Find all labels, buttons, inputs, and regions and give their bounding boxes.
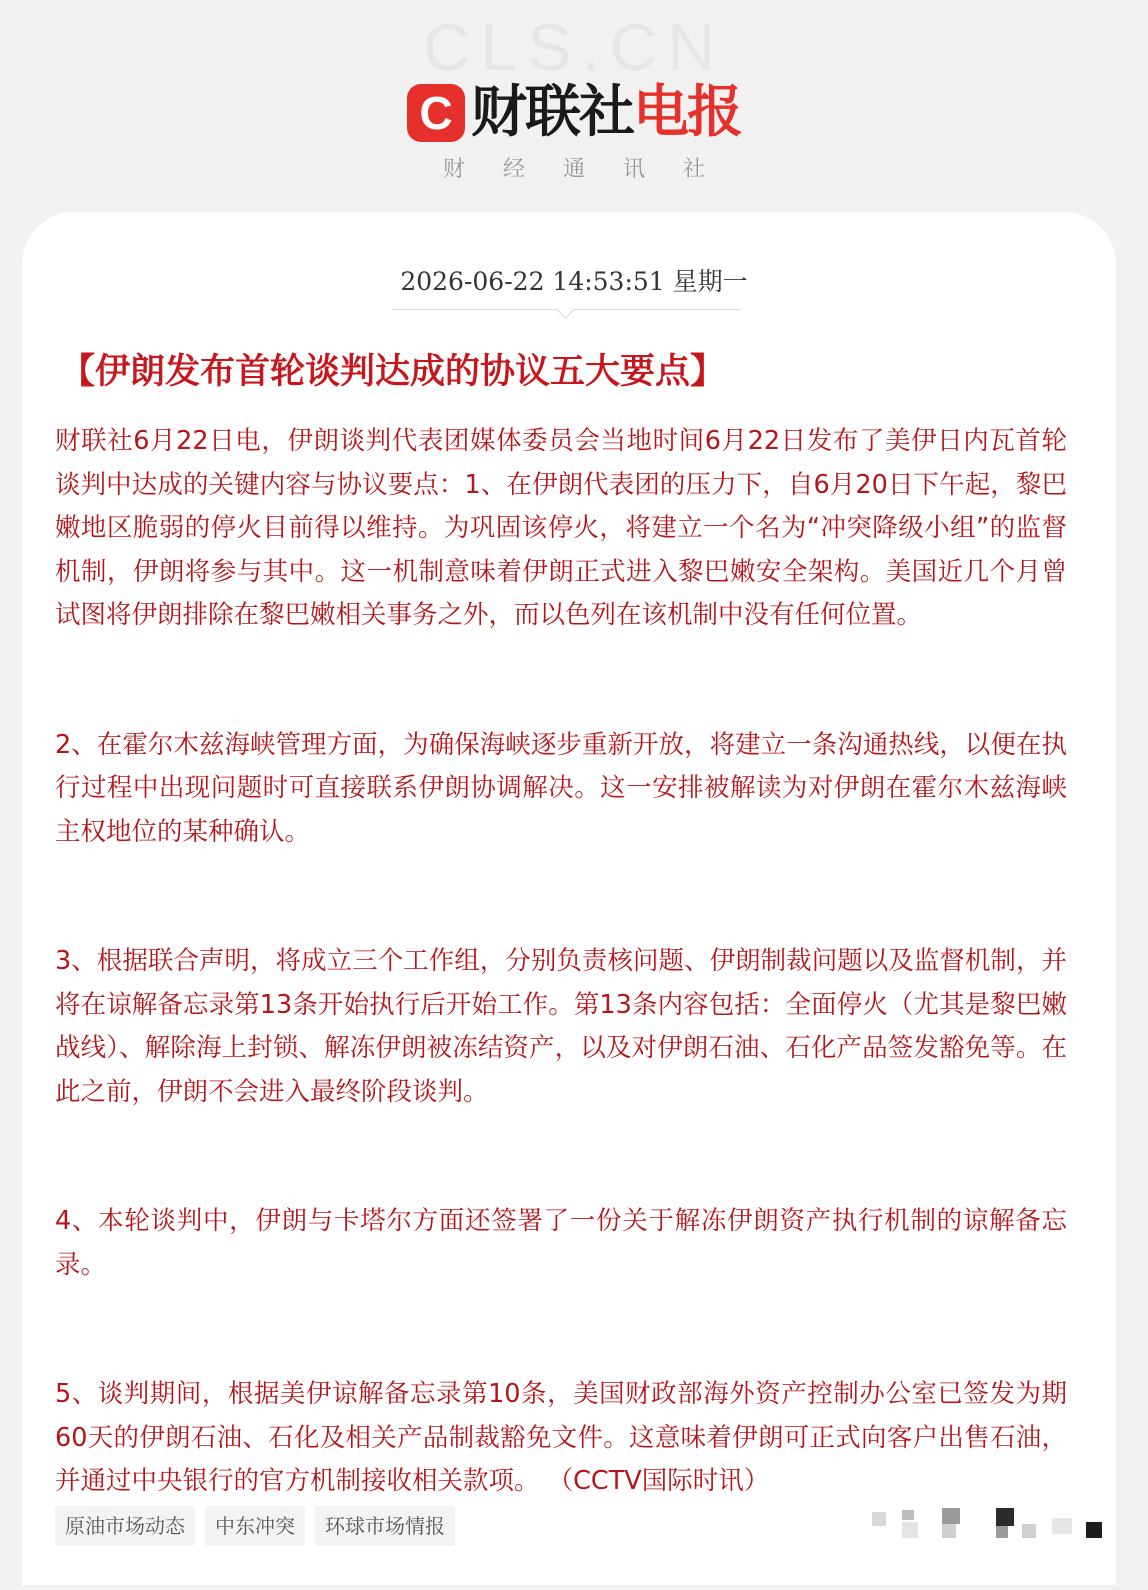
tag-global-market[interactable]: 环球市场情报 <box>315 1506 455 1546</box>
article-body <box>55 420 1067 1590</box>
tag-middle-east[interactable]: 中东冲突 <box>205 1506 305 1546</box>
brand-subtitle: 财经通讯社 <box>442 157 743 182</box>
tag-list <box>55 1506 465 1546</box>
article-paragraph-4: 4、本轮谈判中，伊朗与卡塔尔方面还签署了一份关于解冻伊朗资产执行机制的谅解备忘录。 <box>55 1206 1067 1280</box>
cls-logo-icon <box>407 84 465 142</box>
pixelated-overlay <box>872 1508 1112 1544</box>
article-paragraph-1: 财联社6月22日电，伊朗谈判代表团媒体委员会当地时间6月22日发布了美伊日内瓦首轮谈判中达成的关键内容与协议要点：1、在伊朗代表团的压力下，自6月20日下午起，黎巴嫩地区脆弱的停火目前得以维持。为巩固该停火，将建立一个名为“冲突降级小组”的监督机制，伊朗将参与其中。这一机制意味着伊朗正式进入黎巴嫩安全架构。美国近几个月曾试图将伊朗排除在黎巴嫩相关事务之外，而以色列在该机制中没有任何位置。 <box>55 426 1067 630</box>
article-headline: 【伊朗发布首轮谈判达成的协议五大要点】 <box>60 351 726 392</box>
article-paragraph-5: 5、谈判期间，根据美伊谅解备忘录第10条，美国财政部海外资产控制办公室已签发为期60天的伊朗石油、石化及相关产品制裁豁免文件。这意味着伊朗可正式向客户出售石油，并通过中央银行的官方机制接收相关款项。 （CCTV国际时讯） <box>55 1379 1067 1496</box>
brand-header <box>0 80 1148 145</box>
watermark: CLS.CN <box>422 10 726 84</box>
tag-crude-oil[interactable]: 原油市场动态 <box>55 1506 195 1546</box>
logo-letter: C <box>419 87 453 139</box>
article-timestamp: 2026-06-22 14:53:51 星期一 <box>400 267 748 296</box>
brand-name: 财联社 <box>471 80 633 145</box>
brand-accent: 电报 <box>633 80 741 145</box>
article-paragraph-3: 3、根据联合声明，将成立三个工作组，分别负责核问题、伊朗制裁问题以及监督机制，并将在谅解备忘录第13条开始执行后开始工作。第13条内容包括：全面停火（尤其是黎巴嫩战线）、解除海上封锁、解冻伊朗被冻结资产，以及对伊朗石油、石化产品签发豁免等。在此之前，伊朗不会进入最终阶段谈判。 <box>55 946 1067 1107</box>
article-paragraph-2: 2、在霍尔木兹海峡管理方面，为确保海峡逐步重新开放，将建立一条沟通热线，以便在执行过程中出现问题时可直接联系伊朗协调解决。这一安排被解读为对伊朗在霍尔木兹海峡主权地位的某种确认。 <box>55 729 1067 847</box>
